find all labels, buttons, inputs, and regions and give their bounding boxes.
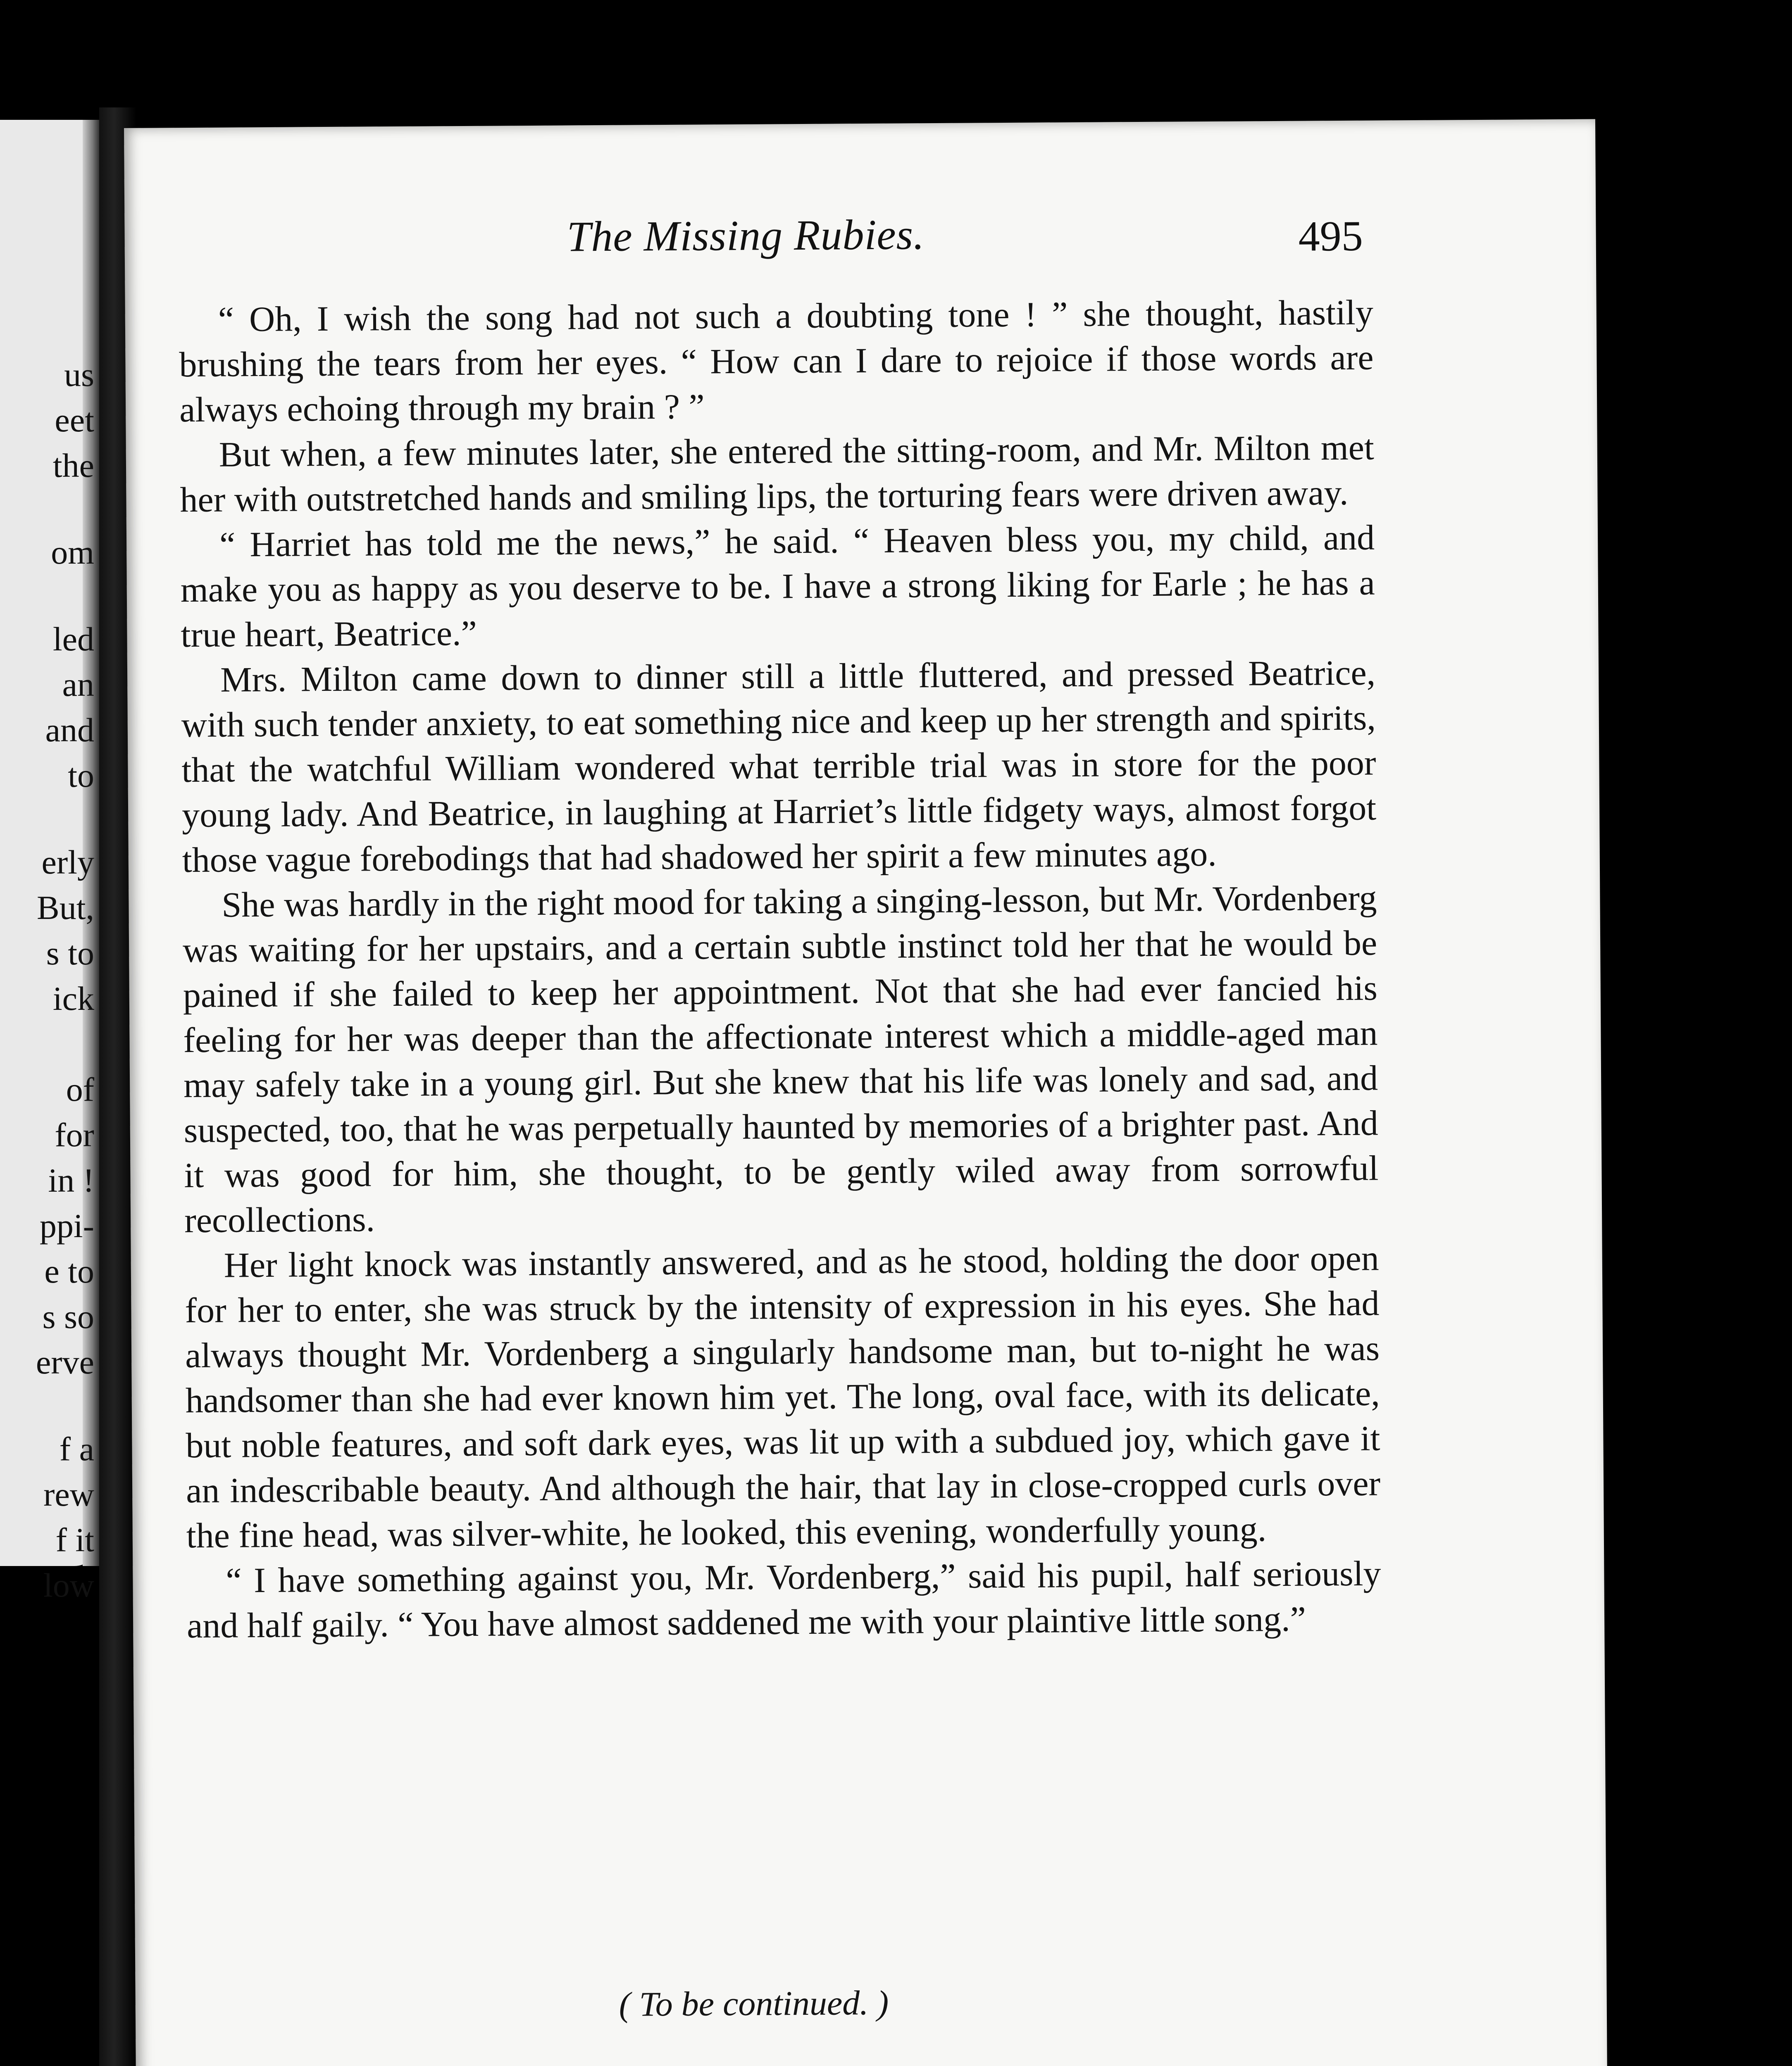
left-page-fragment: to bbox=[68, 757, 94, 794]
left-page-fragment: e to bbox=[44, 1252, 94, 1290]
paragraph: Her light knock was instantly answered, and as he stood, holding the door open for her to enter, she was struck by the intensity of expression in his eyes. She had always thought Mr. Vordenberg a singularly handsome man, but to-night he was handsomer than she had ever known him yet. The long, oval face, with its delicate, but noble features, and soft dark eyes, was lit up with a subdued joy, which gave it an indescribable beauty. And although the hair, that lay in close-cropped curls over the fine head, was silver-white, he looked, this evening, wonderfully young. bbox=[185, 1238, 1381, 1556]
running-title: The Missing Rubies. bbox=[567, 211, 925, 261]
left-page-fragment: the bbox=[52, 447, 94, 484]
body-text bbox=[179, 290, 1382, 1649]
running-head bbox=[124, 206, 1596, 277]
left-page-fragment: low bbox=[43, 1566, 94, 1604]
left-page-fragment: ppi- bbox=[39, 1207, 94, 1245]
left-page-fragment: s to bbox=[46, 934, 94, 972]
left-page-fragment: us bbox=[64, 356, 94, 393]
left-page-fragment: and bbox=[45, 711, 94, 749]
left-page-fragment: led bbox=[52, 620, 94, 658]
paragraph: “ Oh, I wish the song had not such a doubting tone ! ” she thought, hastily brushing the tears from her eyes. “ How can I dare to rejoice if those words are always echoing through my brain ? ” bbox=[179, 292, 1374, 430]
page-number: 495 bbox=[1298, 212, 1363, 260]
left-page-fragment: om bbox=[51, 533, 94, 571]
left-page-fragment: s so bbox=[42, 1298, 94, 1335]
to-be-continued: ( To be continued. ) bbox=[619, 1983, 889, 2024]
left-page-fragment: of bbox=[66, 1071, 94, 1108]
paragraph: She was hardly in the right mood for taking a singing-lesson, but Mr. Vordenberg was waiting for her upstairs, and a certain subtle instinct told her that he would be pained if she failed to keep her appointment. Not that she had ever fancied his feeling for her was deeper than the affectionate interest which a middle-aged man may safely take in a young girl. But she knew that his life was lonely and sad, and suspected, too, that he was perpetually haunted by memories of a brighter past. And it was good for him, she thought, to be gently wiled away from sorrowful recollections. bbox=[182, 878, 1379, 1240]
paragraph: “ I have something against you, Mr. Vordenberg,” said his pupil, half seriously and half gaily. “ You have almost saddened me with your plaintive little song.” bbox=[186, 1553, 1381, 1646]
left-page-fragment: an bbox=[62, 666, 94, 703]
left-page-fragment: for bbox=[55, 1116, 94, 1154]
paragraph: But when, a few minutes later, she entered the sitting-room, and Mr. Milton met her with outstretched hands and smiling lips, the torturing fears were driven away. bbox=[180, 427, 1375, 520]
left-page-fragment: f a bbox=[59, 1430, 94, 1468]
paragraph: Mrs. Milton came down to dinner still a little fluttered, and pressed Beatrice, with such tender anxiety, to eat something nice and keep up her strength and spirits, that the watchful William wondered what terrible trial was in store for the poor young lady. And Beatrice, in laughing at Harriet’s little fidgety ways, almost forgot those vague forebodings that had shadowed her spirit a few minutes ago. bbox=[181, 652, 1377, 880]
left-page-edge bbox=[0, 120, 99, 1604]
left-page-fragment: f it bbox=[55, 1521, 94, 1559]
left-page-fragment: erly bbox=[41, 843, 94, 881]
left-page-fragment: rew bbox=[43, 1476, 94, 1513]
paragraph: “ Harriet has told me the news,” he said. “ Heaven bless you, my child, and make you as happy as you deserve to be. I have a strong liking for Earle ; he has a true heart, Beatrice.” bbox=[180, 517, 1375, 655]
left-page-fragment: in ! bbox=[48, 1162, 94, 1199]
left-page-fragment: But, bbox=[37, 889, 94, 926]
book-page bbox=[124, 119, 1611, 2066]
left-page-fragment: erve bbox=[36, 1343, 94, 1381]
left-page-fragment: eet bbox=[55, 401, 94, 439]
left-page-fragment: ick bbox=[52, 980, 94, 1017]
